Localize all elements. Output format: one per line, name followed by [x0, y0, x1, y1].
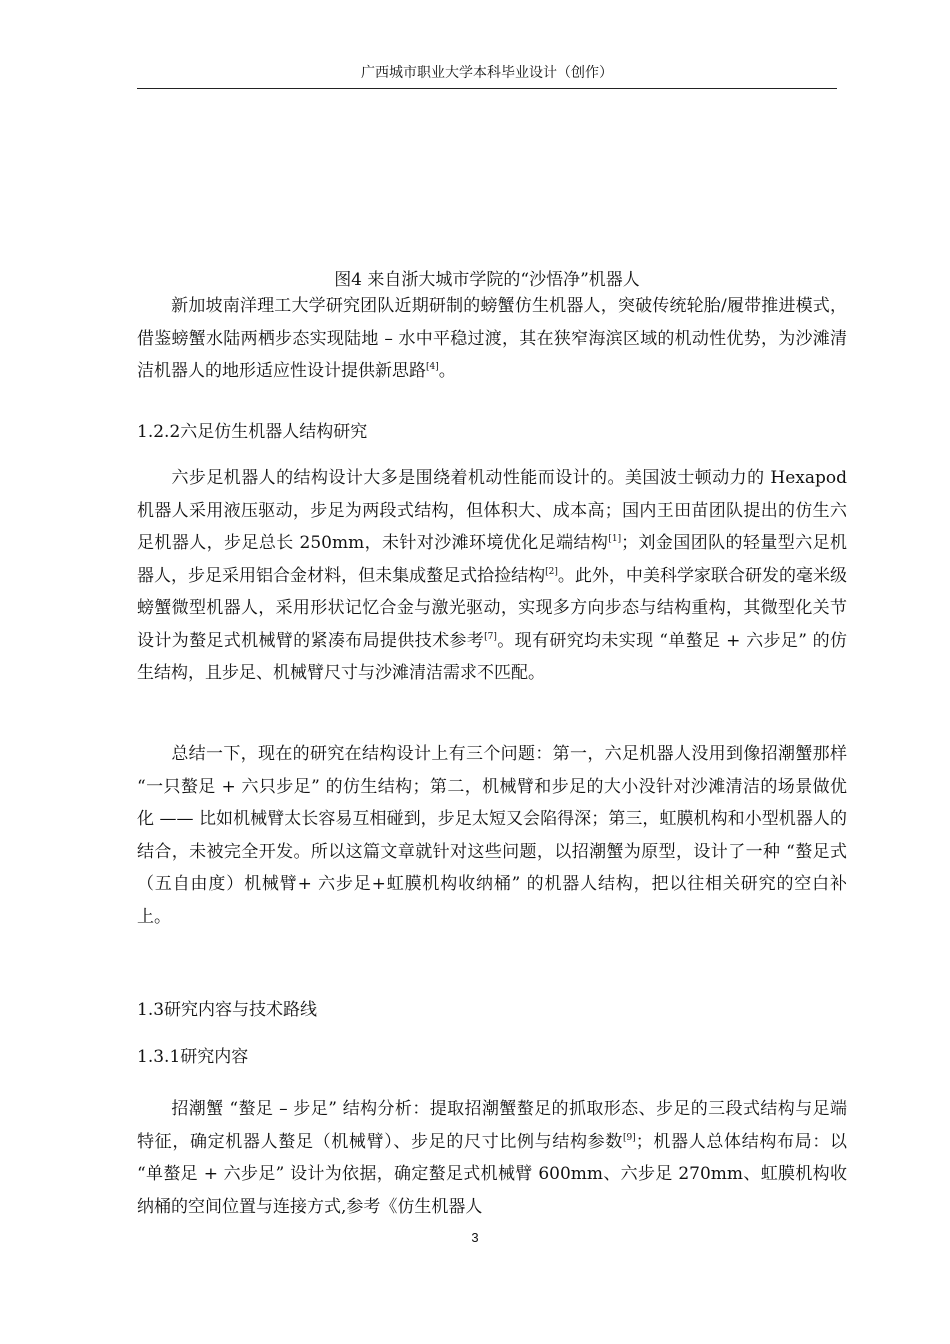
figure-caption: 图4 来自浙大城市学院的“沙悟净”机器人 — [334, 270, 640, 290]
citation-1: [1] — [608, 534, 622, 544]
citation-7: [7] — [484, 631, 497, 642]
p2-text-d: 。现有研究均未实现 “单螯足 + 六步足” 的仿生结构，且步足、机械臂尺寸与沙滩清洁需求不匹配。 — [137, 630, 848, 683]
p2-text-b: ；刘金国团队的轻量型六足机器人，步足采用铝合金材料，但未集成螯足式拾捡结构 — [137, 533, 848, 586]
p4-text-a: 招潮蟹 “螯足 – 步足” 结构分析：提取招潮蟹螯足的抓取形态、步足的三段式结构与足端特征，确定机器人螯足（机械臂）、步足的尺寸比例与结构参数 — [137, 1099, 847, 1152]
p3-text: 总结一下，现在的研究在结构设计上有三个问题：第一，六足机器人没用到像招潮蟹那样 “一只螯足 + 六只步足” 的仿生结构；第二，机械臂和步足的大小没针对沙滩清洁的场景做优化 —— 比如机械臂太长容易互相碰到，步足太短又会陷得深；第三，虹膜机构和小型机器人的结合，未被完全开发。所以这篇文章就针对这些问题，以招潮蟹为原型，设计了一种 “螯足式（五自由度）机械臂+ 六步足+虹膜机构收纳桶” 的机器人结构，把以往相关研究的空白补上。 — [137, 744, 847, 927]
p1-text-b: 。 — [438, 361, 456, 381]
paragraph-hexapod-research — [137, 462, 847, 690]
header-title: 广西城市职业大学本科毕业设计（创作） — [361, 65, 613, 81]
citation-9: [9] — [623, 1132, 636, 1143]
p4-text-b: ；机器人总体结构布局：以 “单螯足 + 六步足” 设计为依据，确定螯足式机械臂 600mm、六步足 270mm、虹膜机构收纳桶的空间位置与连接方式,参考《仿生机器人 — [137, 1131, 848, 1217]
paragraph-summary — [137, 738, 847, 933]
p2-text-c: 。此外，中美科学家联合研发的毫米级螃蟹微型机器人，采用形状记忆合金与激光驱动，实现多方向步态与结构重构，其微型化关节设计为螯足式机械臂的紧凑布局提供技术参考 — [137, 565, 848, 651]
citation-4: [4] — [426, 362, 439, 372]
paragraph-crab-robot — [137, 290, 847, 388]
section-heading-1-3: 1.3研究内容与技术路线 — [137, 1000, 318, 1020]
p1-text-a: 新加坡南洋理工大学研究团队近期研制的螃蟹仿生机器人，突破传统轮胎/履带推进模式，借鉴螃蟹水陆两栖步态实现陆地 – 水中平稳过渡，其在狭窄海滨区域的机动性优势，为沙滩清洁机器人的地形适应性设计提供新思路 — [137, 296, 847, 381]
section-heading-1-3-1: 1.3.1研究内容 — [137, 1047, 249, 1067]
section-heading-1-2-2: 1.2.2六足仿生机器人结构研究 — [137, 422, 368, 442]
paragraph-research-content — [137, 1093, 847, 1223]
page-number: 3 — [471, 1230, 479, 1245]
page-header — [137, 58, 837, 89]
p2-text-a: 六步足机器人的结构设计大多是围绕着机动性能而设计的。美国波士顿动力的 Hexapod 机器人采用液压驱动，步足为两段式结构，但体积大、成本高；国内王田苗团队提出的仿生六足机器人，步足总长 250mm，未针对沙滩环境优化足端结构 — [137, 468, 847, 553]
citation-2: [2] — [545, 566, 558, 577]
